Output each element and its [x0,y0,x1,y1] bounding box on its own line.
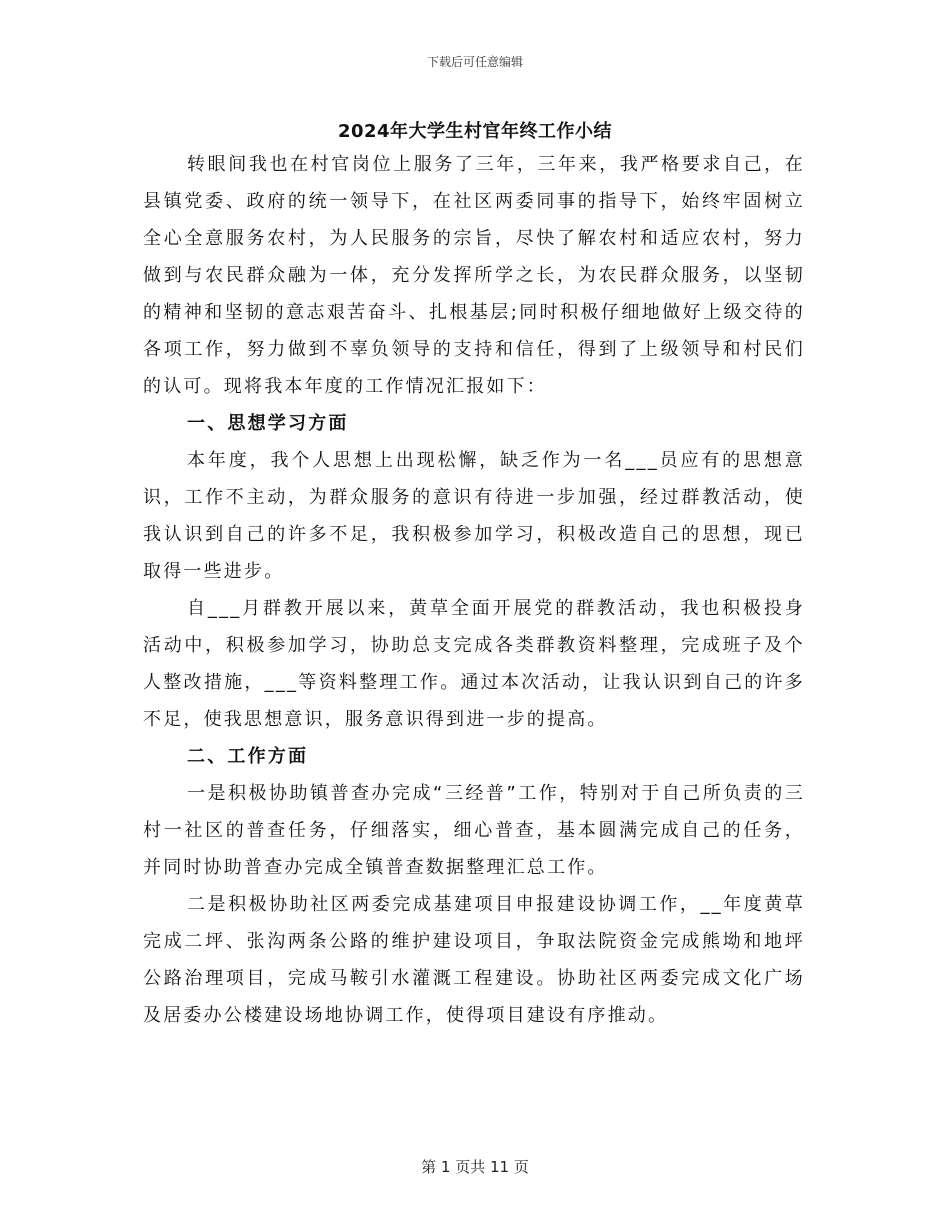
section-heading-thought-study: 一、思想学习方面 [187,413,349,434]
page-number-footer: 第 1 页共 11 页 [421,1158,529,1176]
paragraph-group-education: 自___月群教开展以来，黄草全面开展党的群教活动，我也积极投身活动中，积极参加学习，协助总支完成各类群教资料整理，完成班子及个人整改措施，___等资料整理工作。通过本次活动，让我认识到自己的许多不足，使我思想意识，服务意识得到进一步的提高。 [143,598,805,730]
paragraph-thought-study: 本年度，我个人思想上出现松懈，缺乏作为一名___员应有的思想意识，工作不主动，为群众服务的意识有待进一步加强，经过群教活动，使我认识到自己的许多不足，我积极参加学习，积极改造自己的思想，现已取得一些进步。 [143,450,805,582]
page-header-note: 下载后可任意编辑 [426,55,523,69]
paragraph-intro: 转眼间我也在村官岗位上服务了三年，三年来，我严格要求自己，在县镇党委、政府的统一领导下，在社区两委同事的指导下，始终牢固树立全心全意服务农村，为人民服务的宗旨，尽快了解农村和适应农村，努力做到与农民群众融为一体，充分发挥所学之长，为农民群众服务，以坚韧的精神和坚韧的意志艰苦奋斗、扎根基层;同时积极仔细地做好上级交待的各项工作，努力做到不辜负领导的支持和信任，得到了上级领导和村民们的认可。现将我本年度的工作情况汇报如下： [143,154,805,397]
document-body [143,146,805,1034]
document-title: 2024年大学生村官年终工作小结 [337,121,613,142]
paragraph-infrastructure-work: 二是积极协助社区两委完成基建项目申报建设协调工作，__年度黄草完成二坪、张沟两条公路的维护建设项目，争取法院资金完成熊坳和地坪公路治理项目，完成马鞍引水灌溉工程建设。协助社区两委完成文化广场及居委办公楼建设场地协调工作，使得项目建设有序推动。 [143,894,805,1026]
paragraph-census-work: 一是积极协助镇普查办完成“三经普”工作，特别对于自己所负责的三村一社区的普查任务，仔细落实，细心普查，基本圆满完成自己的任务，并同时协助普查办完成全镇普查数据整理汇总工作。 [143,783,805,878]
section-heading-work: 二、工作方面 [187,746,309,767]
